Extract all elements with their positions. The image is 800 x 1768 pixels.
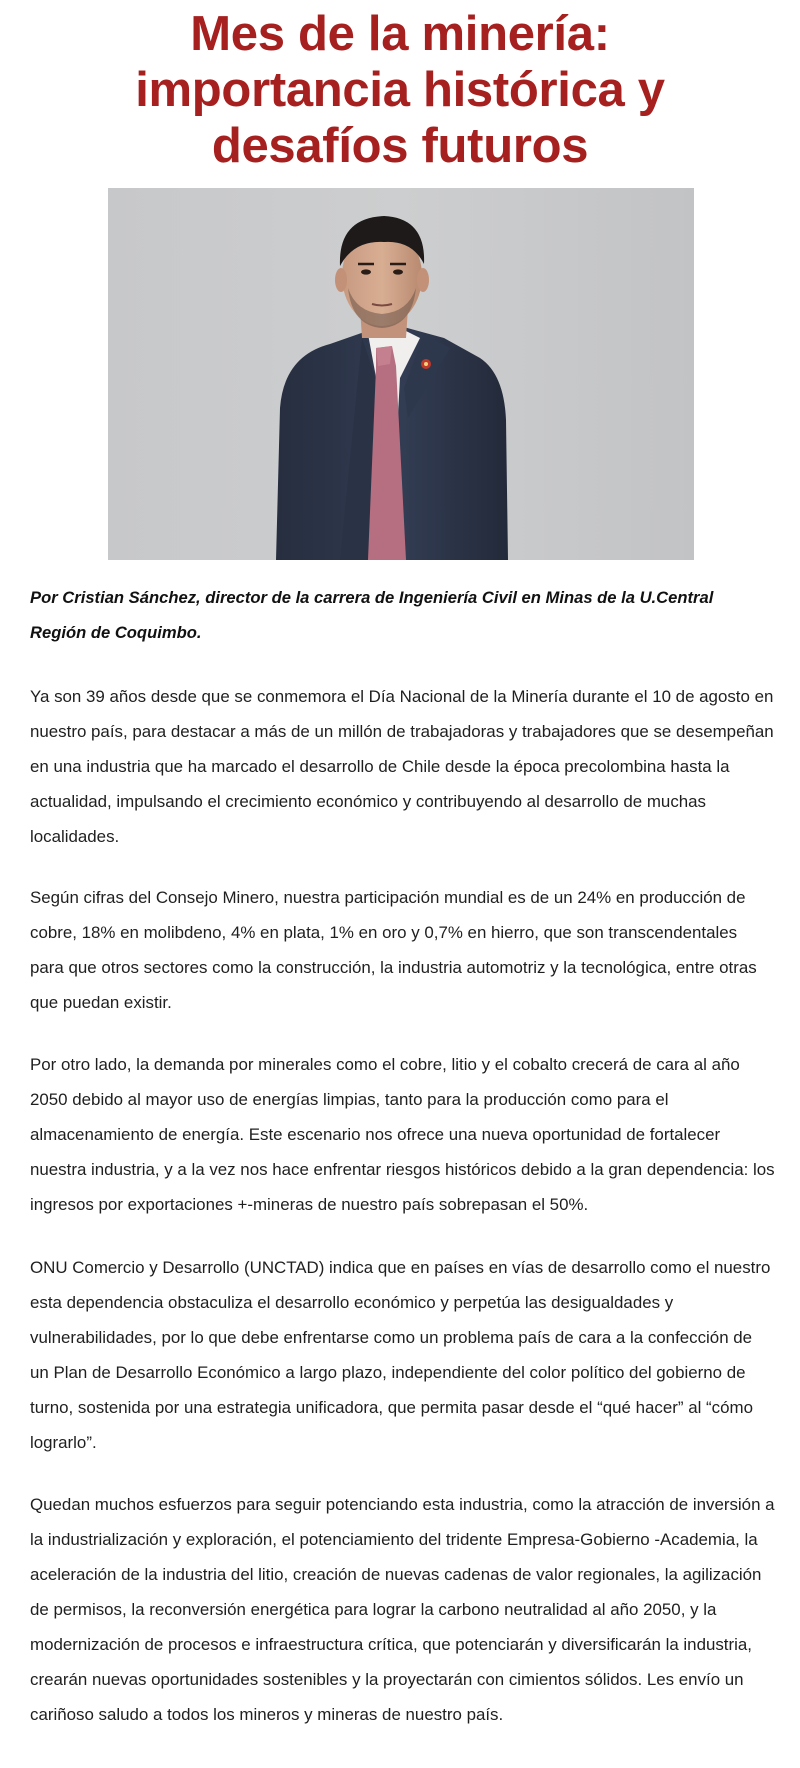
article-title: Mes de la minería: importancia histórica y desafíos futuros — [135, 7, 665, 173]
article-paragraph: Por otro lado, la demanda por minerales como el cobre, litio y el cobalto crecerá de cara al año 2050 debido al mayor uso de energías limpias, tanto para la producción como para el almacenamiento de energía. Este escenario nos ofrece una nueva oportunidad de fortalecer nuestra industria, y a la vez nos hace enfrentar riesgos históricos debido a la gran dependencia: los ingresos por exportaciones +-mineras de nuestro país sobrepasan el 50%. — [30, 1055, 775, 1214]
article-paragraph: ONU Comercio y Desarrollo (UNCTAD) indica que en países en vías de desarrollo como el nuestro esta dependencia obstaculiza el desarrollo económico y perpetúa las desigualdades y vulnerabilidades, por lo que debe enfrentarse como un problema país de cara a la confección de un Plan de Desarrollo Económico a largo plazo, independiente del color político del gobierno de turno, sostenida por una estrategia unificadora, que permita pasar desde el “qué hacer” al “cómo lograrlo”. — [30, 1258, 771, 1452]
author-photo — [108, 188, 694, 560]
article-paragraph: Ya son 39 años desde que se conmemora el Día Nacional de la Minería durante el 10 de agosto en nuestro país, para destacar a más de un millón de trabajadoras y trabajadores que se desempeñan en una industria que ha marcado el desarrollo de Chile desde la época precolombina hasta la actualidad, impulsando el crecimiento económico y contribuyendo al desarrollo de muchas localidades. — [30, 687, 774, 846]
article-paragraph: Según cifras del Consejo Minero, nuestra participación mundial es de un 24% en producción de cobre, 18% en molibdeno, 4% en plata, 1% en oro y 0,7% en hierro, que son transcendentales para que otros sectores como la construcción, la industria automotriz y la tecnológica, entre otras que puedan existir. — [30, 888, 757, 1012]
article-paragraph: Quedan muchos esfuerzos para seguir potenciando esta industria, como la atracción de inversión a la industrialización y exploración, el potenciamiento del tridente Empresa-Gobierno -Academia, la aceleración de la industria del litio, creación de nuevas cadenas de valor regionales, la agilización de permisos, la reconversión energética para lograr la carbono neutralidad al año 2050, y la modernización de procesos e infraestructura crítica, que potenciarán y diversificarán la industria, crearán nuevas oportunidades sostenibles y la proyectarán con cimientos sólidos. Les envío un cariñoso saludo a todos los mineros y mineras de nuestro país. — [30, 1495, 775, 1724]
article-byline: Por Cristian Sánchez, director de la carrera de Ingeniería Civil en Minas de la U.Central Región de Coquimbo. — [30, 588, 714, 642]
